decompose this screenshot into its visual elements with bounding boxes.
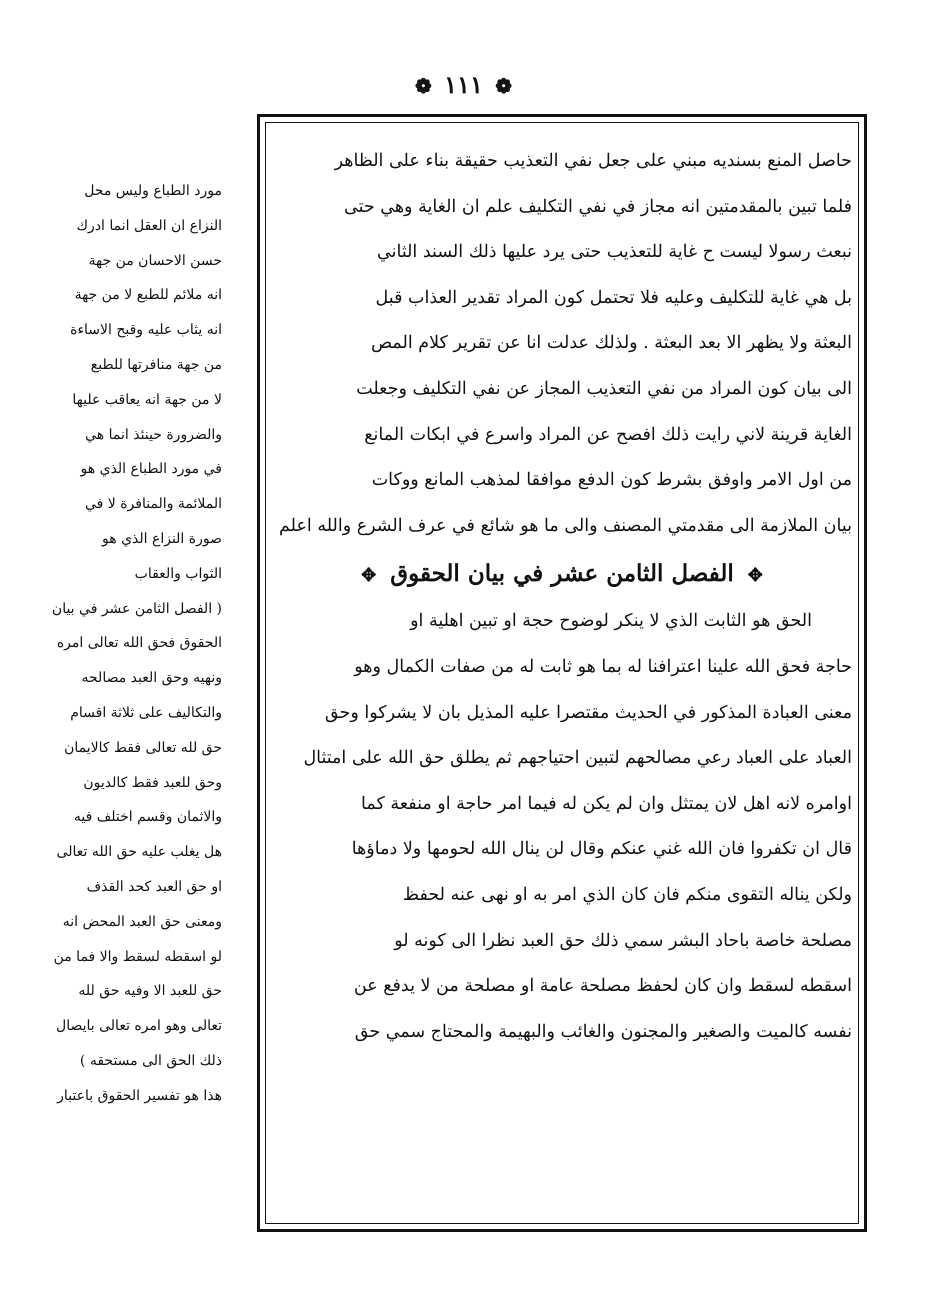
- main-line: مصلحة خاصة باحاد البشر سمي ذلك حق العبد نظرا الى كونه لو: [394, 930, 852, 951]
- main-line: ولكن يناله التقوى منكم فان كان الذي امر به او نهى عنه لحفظ: [402, 884, 852, 905]
- margin-line: لو اسقطه لسقط والا فما من: [53, 948, 222, 965]
- main-line: البعثة ولا يظهر الا بعد البعثة . ولذلك عدلت انا عن تقرير كلام المص: [370, 333, 852, 354]
- ornament-icon: ✥: [747, 565, 763, 587]
- margin-line: انه ملائم للطبع لا من جهة: [74, 287, 222, 304]
- margin-commentary: [22, 174, 222, 1114]
- page-number: [0, 70, 927, 99]
- margin-line: هل يغلب عليه حق الله تعالى: [56, 844, 222, 861]
- margin-line: ذلك الحق الى مستحقه ): [79, 1052, 222, 1069]
- margin-line: هذا هو تفسير الحقوق باعتبار: [57, 1087, 222, 1104]
- main-line: الحق هو الثابت الذي لا ينكر لوضوح حجة او تبين اهلية او: [410, 611, 812, 632]
- main-line: بل هي غاية للتكليف وعليه فلا تحتمل كون المراد تقدير العذاب قبل: [375, 287, 852, 308]
- main-line: نبعث رسولا ليست ح غاية للتعذيب حتى يرد عليها ذلك السند الثاني: [377, 242, 852, 263]
- main-line: حاجة فحق الله علينا اعترافنا له بما هو ثابت له من صفات الكمال وهو: [354, 656, 852, 677]
- main-line: الى بيان كون المراد من نفي التعذيب المجاز عن نفي التكليف وجعلت: [356, 378, 852, 399]
- margin-line: صورة النزاع الذي هو: [102, 530, 222, 547]
- main-line: قال ان تكفروا فان الله غني عنكم وقال لن ينال الله لحومها ولا دماؤها: [351, 839, 852, 860]
- margin-line: من جهة منافرتها للطبع: [90, 356, 222, 373]
- margin-line: تعالى وهو امره تعالى بايصال: [56, 1018, 222, 1035]
- main-text-frame: [257, 114, 867, 1232]
- main-line: الغاية قرينة لاني رايت ذلك افصح عن المراد واسرع في ابكات المانع: [364, 424, 852, 445]
- main-line: العباد على العباد رعي مصالحهم لتبين احتياجهم ثم يطلق حق الله على امتثال: [303, 748, 852, 769]
- main-line: معنى العبادة المذكور في الحديث مقتصرا عليه المذيل بان لا يشركوا وحق: [324, 702, 852, 723]
- main-line: من اول الامر واوفق بشرط كون الدفع موافقا لمذهب المانع ووكات: [371, 470, 852, 491]
- margin-line: ( الفصل الثامن عشر في بيان: [51, 600, 222, 617]
- margin-line: وحق للعبد فقط كالديون: [83, 774, 222, 791]
- margin-line: والاثمان وقسم اختلف فيه: [73, 809, 222, 826]
- main-line: نفسه كالميت والصغير والمجنون والغائب والبهيمة والمحتاج سمي حق: [354, 1021, 852, 1042]
- ornament-icon: ❁: [415, 74, 432, 98]
- main-line: اسقطه لسقط وان كان لحفظ مصلحة عامة او مصلحة من لا يدفع عن: [353, 976, 852, 997]
- ornament-icon: ✥: [361, 565, 377, 587]
- main-line: حاصل المنع بسنديه مبني على جعل نفي التعذيب حقيقة بناء على الظاهر: [334, 151, 852, 171]
- page-number-text: ١١١: [444, 70, 483, 99]
- margin-line: ومعنى حق العبد المحض انه: [62, 913, 222, 930]
- margin-line: او حق العبد كحد القذف: [86, 878, 222, 895]
- section-heading: [272, 549, 852, 599]
- margin-line: مورد الطباع وليس محل: [84, 183, 222, 199]
- margin-line: والضرورة حينئذ انما هي: [85, 426, 222, 443]
- main-text: [272, 139, 852, 1055]
- margin-line: حسن الاحسان من جهة: [88, 252, 222, 269]
- main-line: فلما تبين بالمقدمتين انه مجاز في نفي التكليف علم ان الغاية وهي حتى: [344, 196, 852, 217]
- margin-line: الحقوق فحق الله تعالى امره: [56, 635, 222, 652]
- margin-line: الملائمة والمنافرة لا في: [84, 496, 222, 513]
- margin-line: في مورد الطباع الذي هو: [80, 461, 222, 478]
- ornament-icon: ❁: [495, 74, 512, 98]
- margin-line: انه يثاب عليه وقبح الاساءة: [70, 322, 222, 339]
- margin-line: والتكاليف على ثلاثة اقسام: [70, 704, 222, 721]
- main-line: بيان الملازمة الى مقدمتي المصنف والى ما هو شائع في عرف الشرع والله اعلم: [279, 515, 852, 536]
- margin-line: النزاع ان العقل انما ادرك: [76, 217, 222, 234]
- margin-line: لا من جهة انه يعاقب عليها: [72, 391, 222, 408]
- section-heading-text: الفصل الثامن عشر في بيان الحقوق: [390, 560, 734, 588]
- margin-line: الثواب والعقاب: [134, 565, 222, 582]
- margin-line: حق لله تعالى فقط كالايمان: [64, 739, 222, 756]
- margin-line: ونهيه وحق العبد مصالحه: [81, 670, 222, 687]
- margin-line: حق للعبد الا وفيه حق لله: [78, 983, 222, 1000]
- main-line: اوامره لانه اهل لان يمتثل وان لم يكن له فيما امر حاجة او منفعة كما: [361, 793, 852, 814]
